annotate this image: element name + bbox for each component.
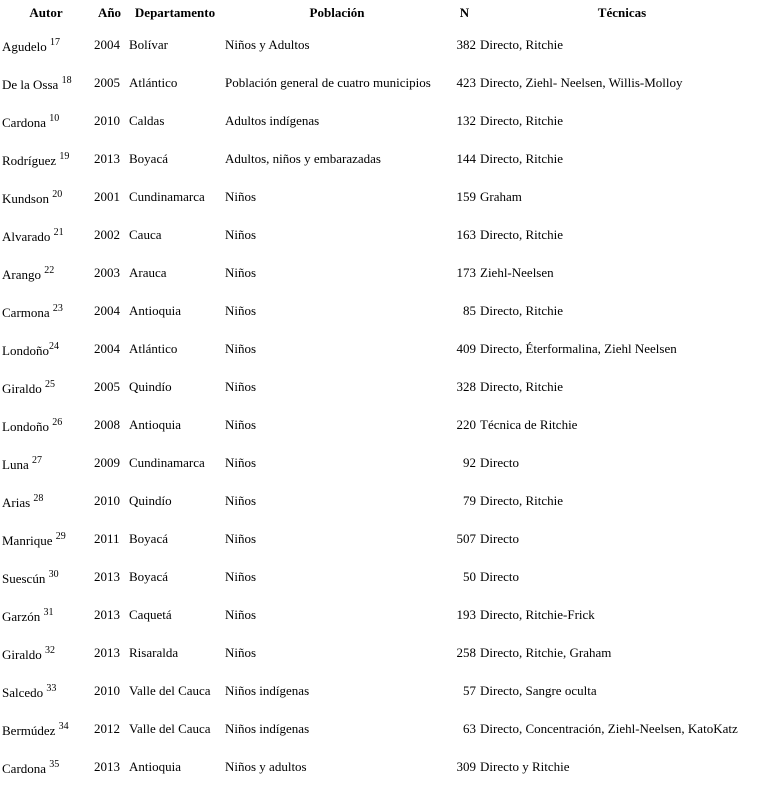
cell-departamento: Cauca [129,227,162,242]
cell-poblacion: Adultos indígenas [225,113,320,128]
cell-anio: 2013 [94,569,120,584]
cell-departamento: Antioquia [129,417,181,432]
reference-number: 29 [55,531,66,542]
cell-departamento: Valle del Cauca [129,683,211,698]
cell-n: 159 [456,189,476,204]
reference-number: 32 [44,645,55,656]
author-name: Giraldo [2,647,45,662]
table-row [0,748,766,786]
table-row [0,444,766,482]
table-row [0,596,766,634]
table-row [0,368,766,406]
cell-departamento: Antioquia [129,303,181,318]
cell-tecnicas: Directo [480,531,519,546]
cell-autor [0,520,92,558]
header-departamento: Departamento [134,5,216,20]
table-row [0,558,766,596]
author-name: Londoño [2,419,53,434]
header-autor: Autor [29,5,63,20]
cell-n: 258 [456,645,476,660]
reference-number: 17 [50,37,61,48]
cell-poblacion: Niños indígenas [225,683,310,698]
cell-n: 132 [456,113,476,128]
cell-poblacion: Niños [225,379,257,394]
cell-n: 423 [456,75,476,90]
cell-departamento: Valle del Cauca [129,721,211,736]
cell-autor [0,634,92,672]
cell-anio: 2001 [94,189,120,204]
cell-anio: 2010 [94,113,120,128]
reference-number: 33 [46,683,57,694]
table-body [0,26,766,786]
reference-number: 30 [48,569,59,580]
table-row [0,482,766,520]
author-name: Londoño [2,343,49,358]
cell-n: 382 [456,37,476,52]
author-name: Salcedo [2,685,47,700]
cell-anio: 2003 [94,265,120,280]
cell-anio: 2004 [94,303,120,318]
cell-tecnicas: Directo, Éterformalina, Ziehl Neelsen [480,341,677,356]
cell-anio: 2013 [94,607,120,622]
reference-number: 25 [44,379,55,390]
reference-number: 35 [49,759,60,770]
author-name: Arias [2,495,34,510]
cell-autor [0,216,92,254]
cell-n: 85 [463,303,476,318]
author-name: Agudelo [2,39,51,54]
cell-tecnicas: Directo y Ritchie [480,759,570,774]
cell-departamento: Quindío [129,493,172,508]
cell-autor [0,368,92,406]
reference-number: 26 [52,417,63,428]
cell-departamento: Caquetá [129,607,172,622]
cell-tecnicas: Directo, Concentración, Ziehl-Neelsen, KatoKatz [480,721,738,736]
cell-n: 193 [456,607,476,622]
cell-n: 144 [456,151,476,166]
table-row [0,634,766,672]
table-row [0,140,766,178]
cell-poblacion: Niños indígenas [225,721,310,736]
reference-number: 31 [43,607,54,618]
cell-autor [0,330,92,368]
table-row [0,672,766,710]
cell-poblacion: Niños y Adultos [225,37,310,52]
cell-n: 309 [456,759,476,774]
reference-number: 19 [59,151,70,162]
cell-poblacion: Niños [225,607,257,622]
header-anio: Año [97,5,122,20]
author-name: Cardona [2,761,50,776]
cell-tecnicas: Directo, Ritchie [480,303,564,318]
table-row [0,26,766,64]
reference-number: 27 [31,455,42,466]
cell-tecnicas: Directo, Ritchie [480,113,564,128]
reference-number: 20 [52,189,63,200]
cell-autor [0,102,92,140]
cell-autor [0,444,92,482]
cell-departamento: Atlántico [129,341,178,356]
cell-autor [0,710,92,748]
author-name: Arango [2,267,45,282]
cell-poblacion: Niños [225,569,257,584]
cell-poblacion: Niños [225,645,257,660]
cell-anio: 2009 [94,455,120,470]
table-row [0,520,766,558]
cell-anio: 2010 [94,683,120,698]
cell-anio: 2005 [94,379,120,394]
author-name: Carmona [2,305,53,320]
cell-departamento: Arauca [129,265,167,280]
cell-n: 220 [456,417,476,432]
reference-number: 34 [58,721,69,732]
cell-n: 79 [463,493,476,508]
cell-departamento: Cundinamarca [129,189,205,204]
cell-n: 507 [456,531,476,546]
reference-number: 10 [49,113,60,124]
cell-anio: 2002 [94,227,120,242]
table-row [0,292,766,330]
cell-autor [0,292,92,330]
cell-departamento: Cundinamarca [129,455,205,470]
cell-anio: 2008 [94,417,120,432]
cell-autor [0,406,92,444]
cell-autor [0,596,92,634]
reference-number: 21 [53,227,64,238]
cell-departamento: Boyacá [129,531,168,546]
table-row [0,216,766,254]
table-row [0,254,766,292]
cell-n: 50 [463,569,476,584]
cell-anio: 2010 [94,493,120,508]
cell-departamento: Boyacá [129,151,168,166]
header-tecnicas: Técnicas [597,5,647,20]
author-name: Kundson [2,191,53,206]
cell-departamento: Risaralda [129,645,179,660]
reference-number: 24 [48,341,59,352]
cell-autor [0,748,92,786]
cell-n: 328 [456,379,476,394]
cell-poblacion: Niños [225,493,257,508]
author-name: Giraldo [2,381,45,396]
author-name: Cardona [2,115,50,130]
cell-anio: 2013 [94,645,120,660]
cell-poblacion: Niños [225,265,257,280]
cell-poblacion: Niños [225,417,257,432]
cell-tecnicas: Directo, Ritchie-Frick [480,607,595,622]
table-row [0,178,766,216]
author-name: Alvarado [2,229,54,244]
cell-autor [0,26,92,64]
cell-poblacion: Niños [225,227,257,242]
cell-tecnicas: Directo, Ritchie [480,493,564,508]
cell-tecnicas: Directo, Ritchie [480,227,564,242]
cell-departamento: Caldas [129,113,165,128]
cell-poblacion: Niños [225,341,257,356]
cell-poblacion: Niños y adultos [225,759,307,774]
author-name: Luna [2,457,32,472]
cell-anio: 2011 [94,531,120,546]
cell-tecnicas: Técnica de Ritchie [480,417,578,432]
cell-tecnicas: Graham [480,189,522,204]
cell-departamento: Boyacá [129,569,168,584]
reference-number: 28 [33,493,44,504]
cell-poblacion: Niños [225,189,257,204]
reference-number: 23 [52,303,63,314]
cell-tecnicas: Directo [480,569,519,584]
header-n: N [459,5,470,20]
reference-number: 22 [44,265,55,276]
reference-number: 18 [61,75,72,86]
author-name: Garzón [2,609,44,624]
cell-poblacion: Población general de cuatro municipios [225,75,431,90]
author-name: Rodríguez [2,153,60,168]
cell-poblacion: Niños [225,455,257,470]
cell-n: 63 [463,721,476,736]
table-row [0,330,766,368]
header-poblacion: Población [309,5,365,20]
cell-autor [0,558,92,596]
cell-autor [0,254,92,292]
cell-departamento: Bolívar [129,37,168,52]
cell-departamento: Antioquia [129,759,181,774]
cell-autor [0,140,92,178]
cell-tecnicas: Directo, Ziehl- Neelsen, Willis-Molloy [480,75,683,90]
cell-poblacion: Adultos, niños y embarazadas [225,151,381,166]
cell-departamento: Quindío [129,379,172,394]
cell-autor [0,64,92,102]
author-name: Suescún [2,571,49,586]
table-row [0,710,766,748]
cell-n: 163 [456,227,476,242]
cell-anio: 2005 [94,75,120,90]
cell-anio: 2013 [94,151,120,166]
cell-autor [0,482,92,520]
author-name: Bermúdez [2,723,59,738]
cell-poblacion: Niños [225,303,257,318]
cell-tecnicas: Directo, Sangre oculta [480,683,597,698]
cell-anio: 2004 [94,37,120,52]
cell-n: 92 [463,455,476,470]
cell-tecnicas: Directo, Ritchie [480,151,564,166]
cell-poblacion: Niños [225,531,257,546]
cell-tecnicas: Directo [480,455,519,470]
table-row [0,406,766,444]
cell-n: 57 [463,683,476,698]
cell-tecnicas: Ziehl-Neelsen [480,265,554,280]
author-name: De la Ossa [2,77,62,92]
cell-anio: 2012 [94,721,120,736]
cell-n: 409 [456,341,476,356]
author-name: Manrique [2,533,56,548]
cell-tecnicas: Directo, Ritchie [480,37,564,52]
cell-anio: 2004 [94,341,120,356]
cell-anio: 2013 [94,759,120,774]
cell-n: 173 [456,265,476,280]
table-row [0,64,766,102]
table-row [0,102,766,140]
header-row [0,0,766,26]
cell-tecnicas: Directo, Ritchie [480,379,564,394]
cell-tecnicas: Directo, Ritchie, Graham [480,645,612,660]
cell-autor [0,178,92,216]
cell-autor [0,672,92,710]
cell-departamento: Atlántico [129,75,178,90]
